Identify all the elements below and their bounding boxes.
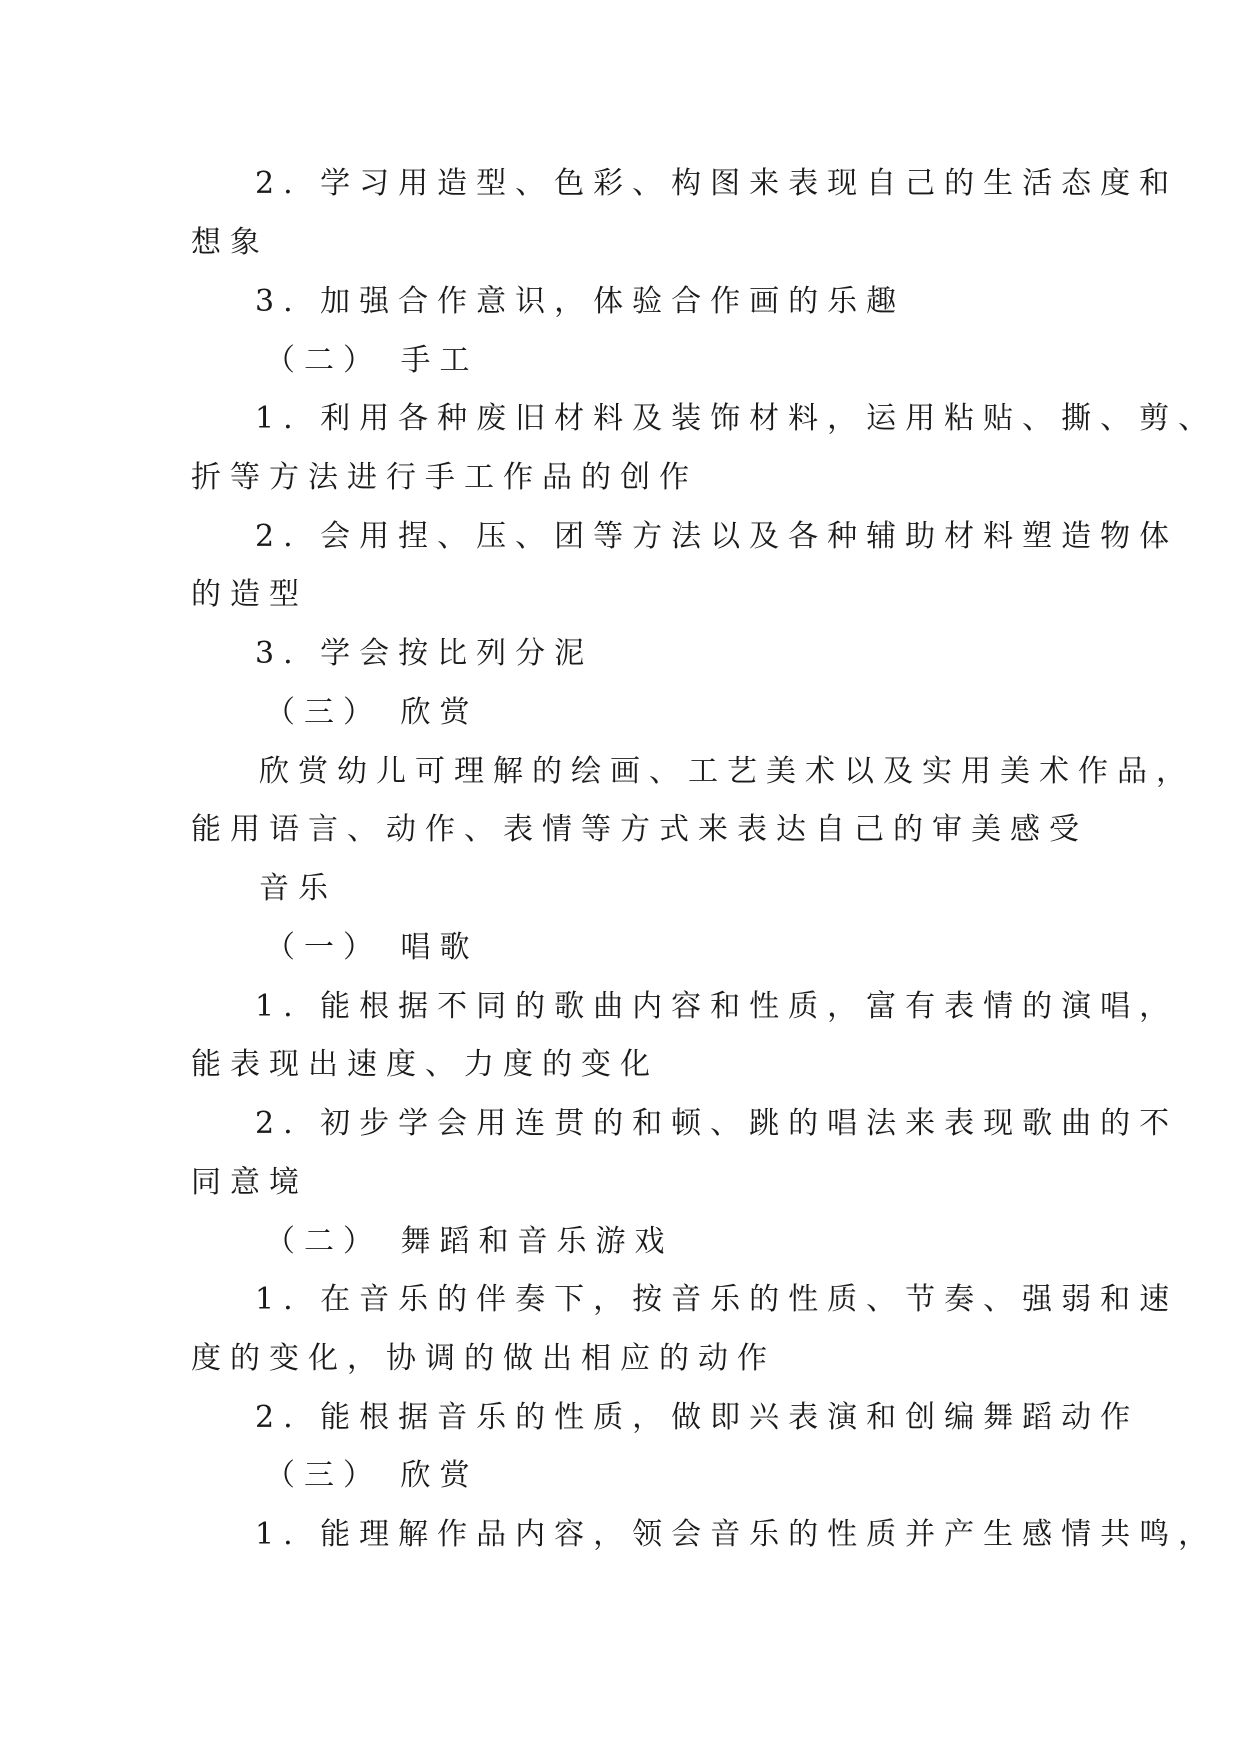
text-line: 的造型 xyxy=(191,577,308,612)
chapter-heading: 音乐 xyxy=(259,871,337,906)
section-heading: （二） 手工 xyxy=(265,343,479,378)
text-line: 2. 初步学会用连贯的和顿、跳的唱法来表现歌曲的不 xyxy=(255,1106,1179,1141)
text-line: 1. 利用各种废旧材料及装饰材料，运用粘贴、撕、剪、 xyxy=(255,401,1218,436)
text-line: 2. 学习用造型、色彩、构图来表现自己的生活态度和 xyxy=(255,166,1179,201)
text-line: 想象 xyxy=(191,225,269,260)
text-line: 欣赏幼儿可理解的绘画、工艺美术以及实用美术作品， xyxy=(259,754,1195,789)
text-line: 能用语言、动作、表情等方式来表达自己的审美感受 xyxy=(191,812,1088,847)
text-line: 3. 加强合作意识，体验合作画的乐趣 xyxy=(255,284,906,319)
text-line: 1. 能根据不同的歌曲内容和性质，富有表情的演唱， xyxy=(255,989,1179,1024)
text-line: 1. 在音乐的伴奏下，按音乐的性质、节奏、强弱和速 xyxy=(255,1282,1179,1317)
text-line: 1. 能理解作品内容，领会音乐的性质并产生感情共鸣， xyxy=(255,1517,1218,1552)
section-heading: （一） 唱歌 xyxy=(265,930,479,965)
text-line: 度的变化，协调的做出相应的动作 xyxy=(191,1341,776,1376)
section-heading: （三） 欣赏 xyxy=(265,1458,479,1493)
text-line: 3. 学会按比列分泥 xyxy=(255,636,594,671)
text-line: 同意境 xyxy=(191,1165,308,1200)
text-line: 能表现出速度、力度的变化 xyxy=(191,1047,659,1082)
section-heading: （三） 欣赏 xyxy=(265,695,479,730)
section-heading: （二） 舞蹈和音乐游戏 xyxy=(265,1224,674,1259)
text-line: 2. 会用捏、压、团等方法以及各种辅助材料塑造物体 xyxy=(255,519,1179,554)
text-line: 2. 能根据音乐的性质，做即兴表演和创编舞蹈动作 xyxy=(255,1400,1140,1435)
text-line: 折等方法进行手工作品的创作 xyxy=(191,460,698,495)
